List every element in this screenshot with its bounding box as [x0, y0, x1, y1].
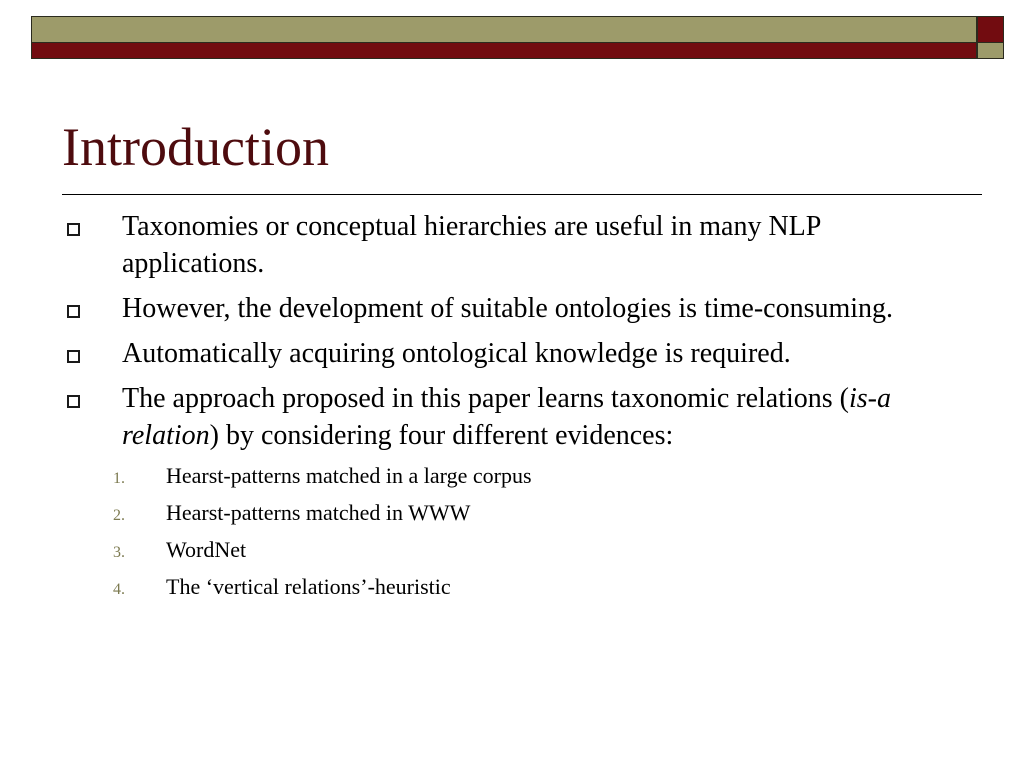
- numbered-item: [62, 499, 962, 527]
- square-bullet-icon: [67, 395, 80, 408]
- bullet-text-start: The approach proposed in this paper learns taxonomic relations (: [122, 383, 849, 414]
- item-text: Hearst-patterns matched in a large corpus: [166, 463, 532, 488]
- item-text: WordNet: [166, 537, 247, 562]
- header-band-olive: [31, 16, 977, 43]
- header-band-red: [31, 42, 977, 59]
- bullet-text: However, the development of suitable ontologies is time-consuming.: [122, 293, 894, 324]
- bullet-text-italic: is-a relation: [122, 383, 891, 451]
- numbered-item: [62, 462, 962, 490]
- header-corner-red: [977, 16, 1004, 43]
- bullet-item: [62, 335, 962, 372]
- bullet-item: [62, 208, 962, 282]
- header-corner-olive: [977, 42, 1004, 59]
- bullet-text-end: ) by considering four different evidences:: [209, 420, 674, 451]
- item-number: 1.: [113, 470, 125, 487]
- bullet-text: Taxonomies or conceptual hierarchies are useful in many NLP applications.: [122, 211, 821, 279]
- slide-content: [62, 208, 962, 610]
- bullet-text: Automatically acquiring ontological knowledge is required.: [122, 338, 791, 369]
- square-bullet-icon: [67, 305, 80, 318]
- numbered-item: [62, 536, 962, 564]
- title-divider: [62, 194, 982, 195]
- bullet-item: [62, 290, 962, 327]
- item-number: 2.: [113, 507, 125, 524]
- item-number: 4.: [113, 581, 125, 598]
- item-text: Hearst-patterns matched in WWW: [166, 500, 471, 525]
- item-number: 3.: [113, 544, 125, 561]
- square-bullet-icon: [67, 223, 80, 236]
- bullet-item: [62, 380, 962, 454]
- numbered-list: [62, 462, 962, 601]
- numbered-item: [62, 573, 962, 601]
- slide-title: Introduction: [62, 117, 329, 177]
- item-text: The ‘vertical relations’-heuristic: [166, 574, 451, 599]
- square-bullet-icon: [67, 350, 80, 363]
